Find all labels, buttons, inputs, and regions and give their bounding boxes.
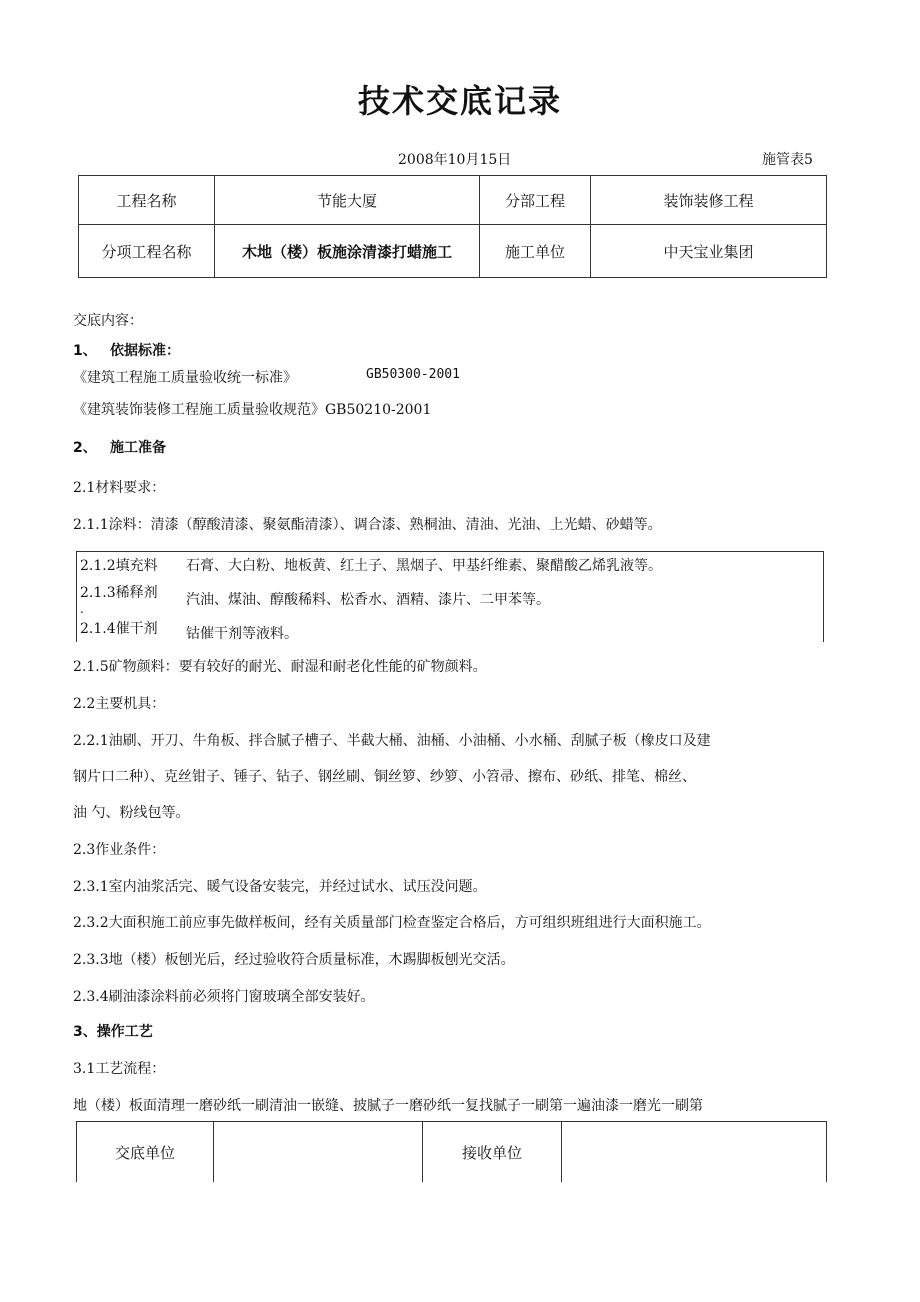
project-info-table — [78, 175, 827, 278]
standard-2: 《建筑装饰装修工程施工质量验收规范》GB50210-2001 — [73, 402, 432, 418]
table-row — [77, 1122, 827, 1183]
para-2-3-4: 2.3.4刷油漆涂料前必须将门窗玻璃全部安装好。 — [73, 989, 375, 1005]
process-flow: 地（楼）板面清理一磨砂纸一刷清油一嵌缝、披腻子一磨砂纸一复找腻子一刷第一遍油漆一磨光一刷第 — [73, 1098, 703, 1114]
table-row — [79, 225, 827, 278]
standard-1-code: GB50300-2001 — [366, 367, 460, 382]
para-2-1-1: 2.1.1涂料：清漆（醇酸清漆、聚氨酯清漆）、调合漆、熟桐油、清油、光油、上光蜡、砂蜡等。 — [73, 517, 662, 533]
subitem-label: 分项工程名称 — [79, 225, 215, 278]
drier-value: 钴催干剂等液料。 — [186, 626, 298, 642]
project-name-label: 工程名称 — [79, 176, 215, 225]
para-3-1: 3.1工艺流程： — [73, 1061, 166, 1077]
subitem-value: 木地（楼）板施涂清漆打蜡施工 — [215, 225, 480, 278]
para-2-3-3: 2.3.3地（楼）板刨光后，经过验收符合质量标准，木踢脚板刨光交活。 — [73, 952, 515, 968]
drier-label: 2.1.4催干剂 — [80, 621, 158, 637]
para-2-1: 2.1材料要求： — [73, 480, 166, 496]
para-2-2-1-line-3: 油 勺、粉线包等。 — [73, 805, 190, 821]
para-2-2: 2.2主要机具： — [73, 696, 166, 712]
signature-table — [76, 1121, 827, 1182]
receiver-label: 接收单位 — [423, 1122, 562, 1183]
filler-label: 2.1.2填充料 — [80, 558, 158, 574]
section-3-title: 3、操作工艺 — [73, 1024, 153, 1040]
table-row — [79, 176, 827, 225]
project-name-value: 节能大厦 — [215, 176, 480, 225]
section-2-title: 施工准备 — [110, 440, 166, 456]
para-2-3: 2.3作业条件： — [73, 842, 166, 858]
division-value: 装饰装修工程 — [591, 176, 827, 225]
form-number: 施管表5 — [762, 152, 813, 168]
content-intro: 交底内容： — [73, 313, 143, 329]
para-2-2-1-line-2: 钢片口二种）、克丝钳子、锤子、钻子、钢丝刷、铜丝箩、纱箩、小笤帚、擦布、砂纸、排笔、棉丝、 — [73, 769, 696, 785]
para-2-2-1-line-1: 2.2.1油刷、开刀、牛角板、拌合腻子槽子、半截大桶、油桶、小油桶、小水桶、刮腻子板（橡皮口及建 — [73, 733, 711, 749]
thinner-value: 汽油、煤油、醇酸稀料、松香水、酒精、漆片、二甲苯等。 — [186, 592, 550, 608]
para-2-1-5: 2.1.5矿物颜料：要有较好的耐光、耐湿和耐老化性能的矿物颜料。 — [73, 659, 487, 675]
contractor-value: 中天宝业集团 — [591, 225, 827, 278]
section-1-number: 1、 — [73, 343, 97, 359]
issuer-value[interactable] — [214, 1122, 423, 1183]
section-2-number: 2、 — [73, 440, 97, 456]
page-title: 技术交底记录 — [357, 82, 562, 120]
contractor-label: 施工单位 — [480, 225, 591, 278]
standard-1-name: 《建筑工程施工质量验收统一标准》 — [73, 370, 297, 386]
thinner-label: 2.1.3稀释剂 — [80, 585, 158, 601]
issuer-label: 交底单位 — [77, 1122, 214, 1183]
division-label: 分部工程 — [480, 176, 591, 225]
record-date: 2008年10月15日 — [398, 152, 512, 168]
para-2-3-1: 2.3.1室内油浆活完、暖气设备安装完，并经过试水、试压没问题。 — [73, 879, 487, 895]
section-1-title: 依据标准： — [110, 343, 180, 359]
thinner-dot: . — [80, 602, 84, 616]
para-2-3-2: 2.3.2大面积施工前应事先做样板间，经有关质量部门检查鉴定合格后，方可组织班组进行大面积施工。 — [73, 915, 711, 931]
receiver-value[interactable] — [562, 1122, 827, 1183]
filler-value: 石膏、大白粉、地板黄、红土子、黑烟子、甲基纤维素、聚醋酸乙烯乳液等。 — [186, 558, 662, 574]
